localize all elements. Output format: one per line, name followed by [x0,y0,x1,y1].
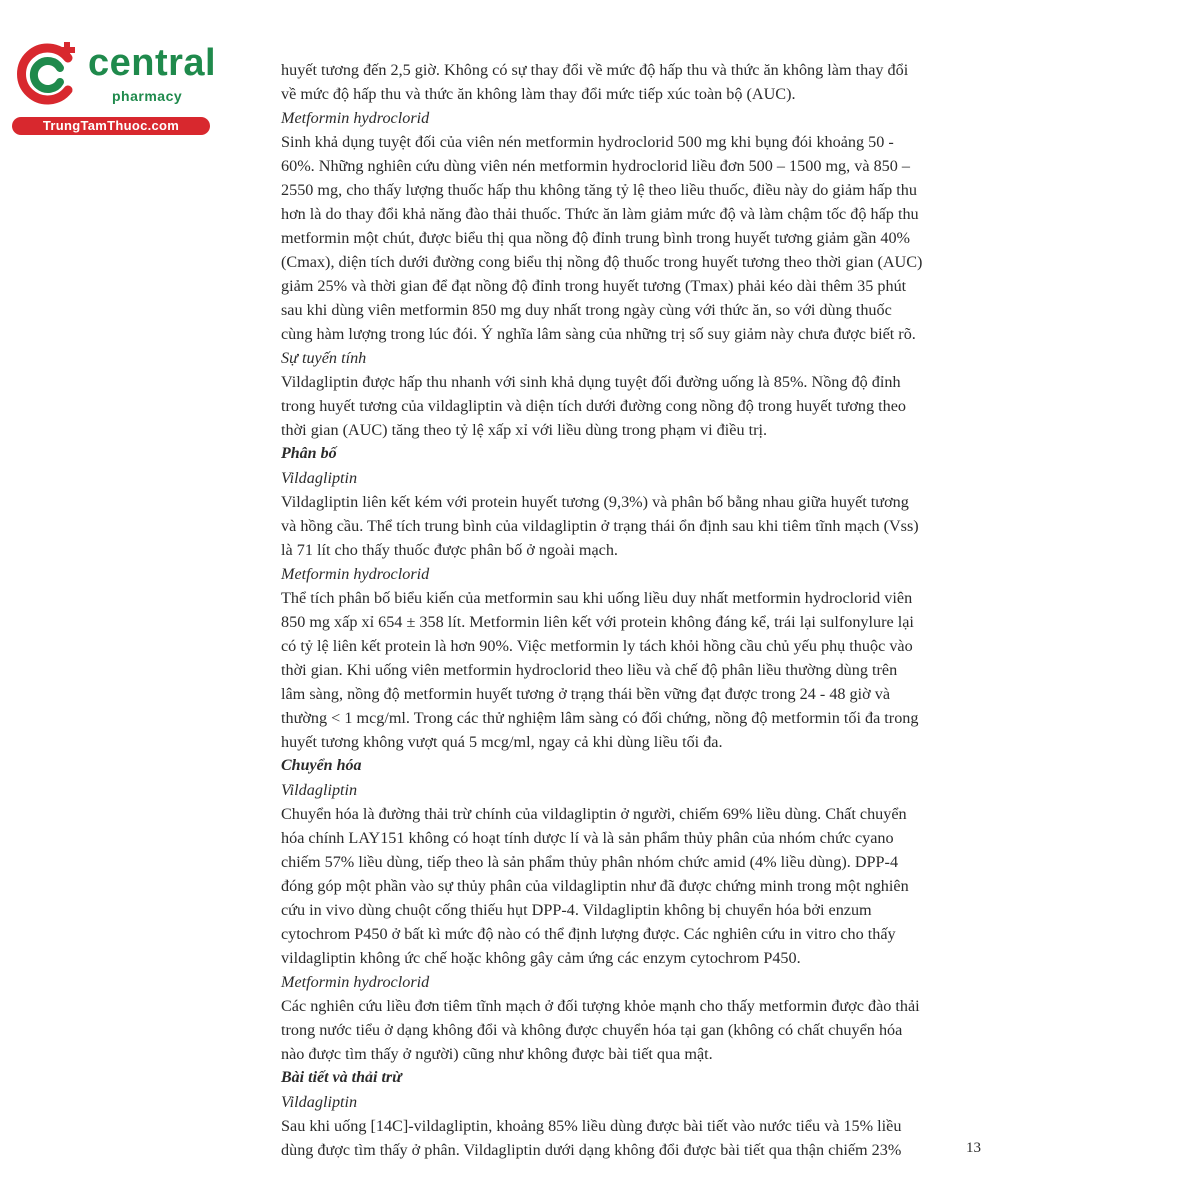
text-line: huyết tương không vượt quá 5 mcg/ml, ngay cả khi dùng liều tối đa. [281,733,723,751]
text-line: trong nước tiểu ở dạng không đổi và không được chuyển hóa tại gan (không có chất chuyển hóa [281,1021,903,1039]
subheading: Vildagliptin [281,1093,358,1111]
text-line: 2550 mg, cho thấy lượng thuốc hấp thu không tăng tỷ lệ theo liều thuốc, điều này do giảm hấp thu [281,181,917,199]
site-url-badge[interactable]: TrungTamThuoc.com [12,117,210,135]
text-line: có tỷ lệ liên kết protein là hơn 90%. Việc metformin ly tách khỏi hồng cầu chủ yếu phụ thuộc vào [281,637,913,655]
subheading: Metformin hydroclorid [281,973,430,991]
text-line: dùng được tìm thấy ở phân. Vildagliptin dưới dạng không đổi được bài tiết qua thận chiếm 23% [281,1141,902,1159]
text-line: là 71 lít cho thấy thuốc được phân bố ở ngoài mạch. [281,541,618,559]
text-line: và hồng cầu. Thể tích trung bình của vildagliptin ở trạng thái ổn định sau khi tiêm tĩnh mạch (Vss) [281,517,919,535]
text-line: cytochrom P450 ở bất kì mức độ nào có thể định lượng được. Các nghiên cứu in vitro cho thấy [281,925,896,943]
text-line: nào được tìm thấy ở người) cũng như không được bài tiết qua mật. [281,1045,713,1063]
page-number: 13 [966,1140,981,1156]
pharmacy-cross-logo-icon [12,38,84,110]
text-line: đóng góp một phần vào sự thủy phân của vildagliptin như đã được chứng minh trong một nghiên [281,877,909,895]
text-line: trong huyết tương của vildagliptin và diện tích dưới đường cong nồng độ trong huyết tương theo [281,397,907,415]
text-line: Các nghiên cứu liều đơn tiêm tĩnh mạch ở đối tượng khỏe mạnh cho thấy metformin được đào thải [281,997,920,1015]
text-line: vildagliptin không ức chế hoặc không gây cảm ứng các enzym cytochrom P450. [281,949,801,967]
text-line: hóa chính LAY151 không có hoạt tính dược lí và là sản phẩm thủy phân của nhóm chức cyano [281,829,894,847]
brand-subtitle: pharmacy [112,88,183,104]
text-line: lâm sàng, nồng độ metformin huyết tương ở trạng thái bền vững đạt được trong 24 - 48 giờ và [281,685,891,703]
text-line: Vildagliptin liên kết kém với protein huyết tương (9,3%) và phân bố bằng nhau giữa huyết tương [281,493,909,511]
section-heading: Chuyển hóa [281,757,362,774]
text-line: metformin một chút, được biểu thị qua nồng độ đỉnh trung bình trong huyết tương giảm gần 40% [281,229,911,247]
text-line: cùng hàm lượng trong lúc đói. Ý nghĩa lâm sàng của những trị số suy giảm này chưa được biết rõ. [281,325,916,343]
section-heading: Phân bố [281,445,337,462]
text-line: sau khi dùng viên metformin 850 mg duy nhất trong ngày cùng với thức ăn, so với dùng thuốc [281,301,892,319]
text-line: Thể tích phân bố biểu kiến của metformin sau khi uống liều duy nhất metformin hydroclorid viên [281,589,913,607]
text-line: về mức độ hấp thu và thức ăn không làm thay đổi mức tiếp xúc toàn bộ (AUC). [281,85,796,103]
brand-name: central [88,42,217,84]
central-pharmacy-logo[interactable] [12,38,217,136]
text-line: cứu in vivo dùng chuột cống thiếu hụt DPP-4. Vildagliptin không bị chuyển hóa bởi enzum [281,901,872,919]
text-line: Vildagliptin được hấp thu nhanh với sinh khả dụng tuyệt đối đường uống là 85%. Nồng độ đỉnh [281,373,901,391]
subheading: Vildagliptin [281,469,358,487]
text-line: Chuyển hóa là đường thải trừ chính của vildagliptin ở người, chiếm 69% liều dùng. Chất chuyển [281,805,907,823]
text-line: Sinh khả dụng tuyệt đối của viên nén metformin hydroclorid 500 mg khi bụng đói khoảng 50 - [281,133,894,151]
text-line: chiếm 57% liều dùng, tiếp theo là sản phẩm thủy phân nhóm chức amid (4% liều dùng). DPP-4 [281,853,899,871]
subheading: Sự tuyến tính [281,349,367,367]
subheading: Metformin hydroclorid [281,109,430,127]
text-line: 60%. Những nghiên cứu dùng viên nén metformin hydroclorid liều đơn 500 – 1500 mg, và 850 – [281,157,910,175]
text-line: giảm 25% và thời gian để đạt nồng độ đỉnh trong huyết tương (Tmax) phải kéo dài thêm 35 phút [281,277,907,295]
text-line: (Cmax), diện tích dưới đường cong biểu thị nồng độ thuốc trong huyết tương theo thời gian (AUC) [281,253,923,271]
text-line: Sau khi uống [14C]-vildagliptin, khoảng 85% liều dùng được bài tiết vào nước tiểu và 15% liều [281,1117,902,1135]
subheading: Vildagliptin [281,781,358,799]
text-line: 850 mg xấp xỉ 654 ± 358 lít. Metformin liên kết với protein không đáng kể, trái lại sulfonylure lại [281,613,914,631]
subheading: Metformin hydroclorid [281,565,430,583]
text-line: thời gian. Khi uống viên metformin hydroclorid theo liều và chế độ phân liều thường dùng trên [281,661,898,679]
text-line: thời gian (AUC) tăng theo tỷ lệ xấp xỉ với liều dùng trong phạm vi điều trị. [281,421,768,439]
text-line: thường < 1 mcg/ml. Trong các thử nghiệm lâm sàng có đối chứng, nồng độ metformin tối đa trong [281,709,919,727]
text-line: hơn là do thay đổi khả năng đào thải thuốc. Thức ăn làm giảm mức độ và làm chậm tốc độ hấp thu [281,205,919,223]
text-line: huyết tương đến 2,5 giờ. Không có sự thay đổi về mức độ hấp thu và thức ăn không làm thay đổi [281,61,909,79]
section-heading: Bài tiết và thải trừ [281,1069,402,1086]
